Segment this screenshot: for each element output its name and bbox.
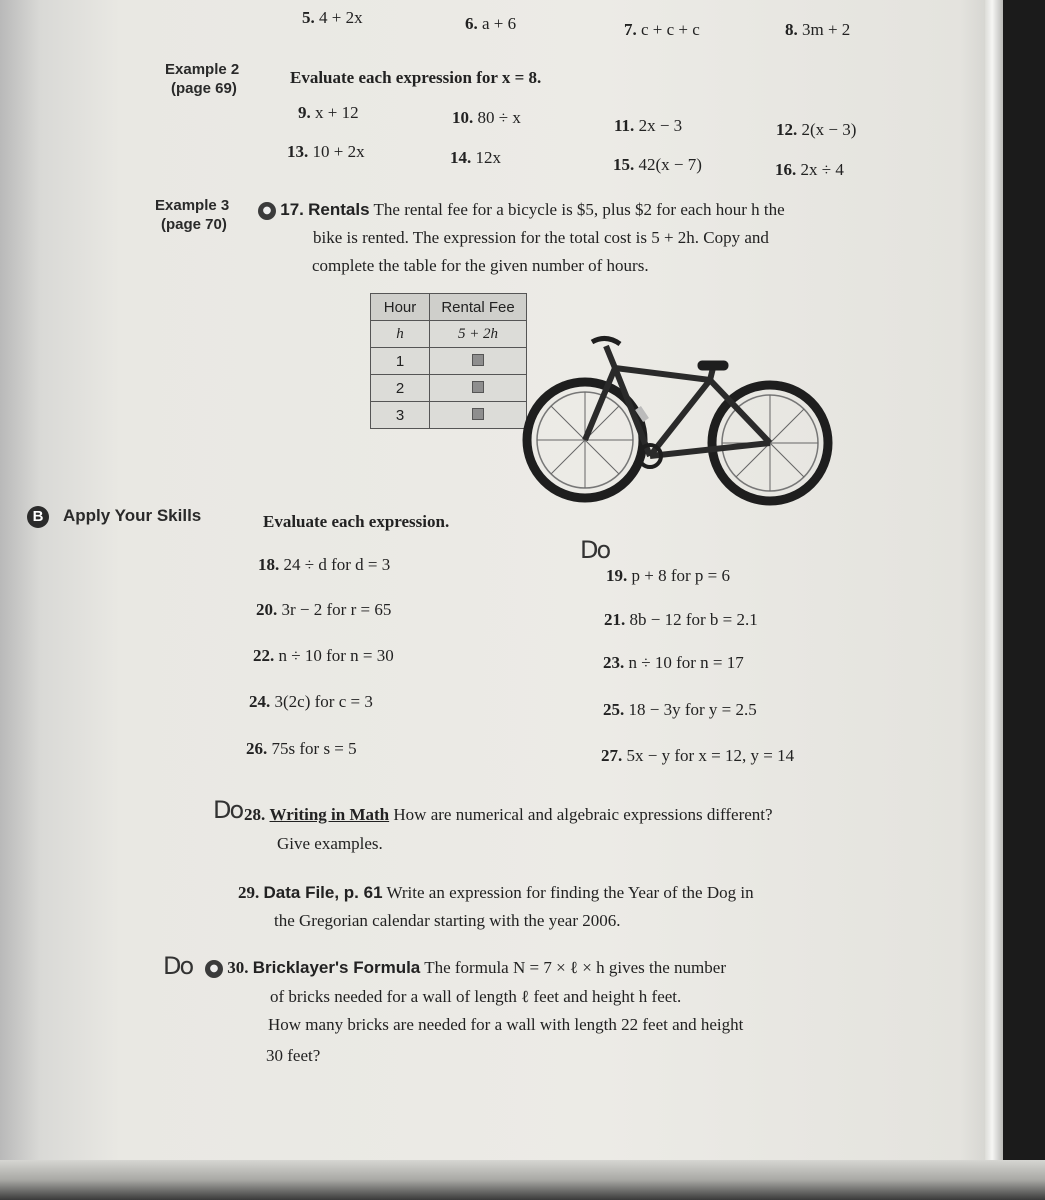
table-header-hour: Hour (371, 294, 430, 321)
exercise-30-line2: of bricks needed for a wall of length ℓ feet and height h feet. (270, 987, 682, 1006)
exercise-20: 20. 3r − 2 for r = 65 (256, 600, 392, 619)
binder-background (1003, 0, 1045, 1200)
exercise-30-line1: ● 30. Bricklayer's Formula The formula N = 7 × ℓ × h gives the number (205, 958, 726, 978)
table-row (371, 321, 527, 348)
exercise-14: 14. 12x (450, 148, 501, 167)
table-cell-hour: 1 (371, 348, 430, 375)
table-cell-hour: 2 (371, 375, 430, 402)
exercise-30-line3: How many bricks are needed for a wall with length 22 feet and height (268, 1015, 744, 1034)
exercise-11: 11. 2x − 3 (614, 116, 683, 135)
table-header-row (371, 294, 527, 321)
exercise-10: 10. 80 ÷ x (452, 108, 521, 127)
table-row (371, 375, 527, 402)
apply-instruction: Evaluate each expression. (263, 512, 450, 531)
table-row (371, 402, 527, 429)
table-cell-blank (430, 348, 527, 375)
exercise-29-line2: the Gregorian calendar starting with the year 2006. (274, 911, 621, 930)
exercise-5: 5. 4 + 2x (302, 8, 363, 27)
exercise-12: 12. 2(x − 3) (776, 120, 857, 139)
exercise-17-line1: ● 17. Rentals The rental fee for a bicycle is $5, plus $2 for each hour h the (258, 200, 785, 220)
exercise-18: 18. 24 ÷ d for d = 3 (258, 555, 391, 574)
exercise-17-line3: complete the table for the given number of hours. (312, 256, 649, 275)
table-cell-hour: 3 (371, 402, 430, 429)
exercise-7: 7. c + c + c (624, 20, 700, 39)
rental-table (370, 293, 527, 429)
exercise-6: 6. a + 6 (465, 14, 517, 33)
exercise-28-line2: Give examples. (277, 834, 383, 853)
exercise-24: 24. 3(2c) for c = 3 (249, 692, 373, 711)
exercise-16: 16. 2x ÷ 4 (775, 160, 844, 179)
example-2-instruction: Evaluate each expression for x = 8. (290, 68, 542, 87)
exercise-15: 15. 42(x − 7) (613, 155, 702, 174)
exercise-29-line1: 29. Data File, p. 61 Write an expression for finding the Year of the Dog in (238, 883, 754, 902)
section-b-badge: B (27, 506, 49, 528)
exercise-13: 13. 10 + 2x (287, 142, 365, 161)
table-subheader-h: h (371, 321, 430, 348)
exercise-25: 25. 18 − 3y for y = 2.5 (603, 700, 757, 719)
exercise-8: 8. 3m + 2 (785, 20, 851, 39)
bicycle-icon (520, 328, 840, 508)
table-header-fee: Rental Fee (430, 294, 527, 321)
exercise-19: 19. p + 8 for p = 6 (606, 566, 730, 585)
blank-square-icon (472, 354, 484, 366)
table-row (371, 348, 527, 375)
table-cell-blank (430, 375, 527, 402)
handwritten-mark-30: Do (163, 952, 193, 980)
exercise-21: 21. 8b − 12 for b = 2.1 (604, 610, 758, 629)
exercise-23: 23. n ÷ 10 for n = 17 (603, 653, 744, 672)
exercise-30-line4: 30 feet? (266, 1046, 321, 1065)
example-2-label: Example 2 (page 69) (165, 61, 240, 97)
example-3-label: Example 3 (page 70) (155, 197, 230, 233)
blank-square-icon (472, 381, 484, 393)
exercise-22: 22. n ÷ 10 for n = 30 (253, 646, 394, 665)
page-bottom-edge (0, 1160, 1045, 1200)
exercise-9: 9. x + 12 (298, 103, 359, 122)
apply-your-skills-heading: B Apply Your Skills (27, 506, 201, 528)
exercise-28-line1: 28. Writing in Math How are numerical and algebraic expressions different? (244, 805, 773, 824)
globe-icon: ● (205, 960, 223, 978)
blank-square-icon (472, 408, 484, 420)
globe-icon: ● (258, 202, 276, 220)
exercise-27: 27. 5x − y for x = 12, y = 14 (601, 746, 795, 765)
handwritten-mark-19: Do (580, 536, 610, 564)
exercise-26: 26. 75s for s = 5 (246, 739, 357, 758)
table-subheader-expr: 5 + 2h (430, 321, 527, 348)
table-cell-blank (430, 402, 527, 429)
page-edge (985, 0, 1003, 1200)
exercise-17-line2: bike is rented. The expression for the total cost is 5 + 2h. Copy and (313, 228, 769, 247)
handwritten-mark-28: Do (213, 796, 243, 824)
